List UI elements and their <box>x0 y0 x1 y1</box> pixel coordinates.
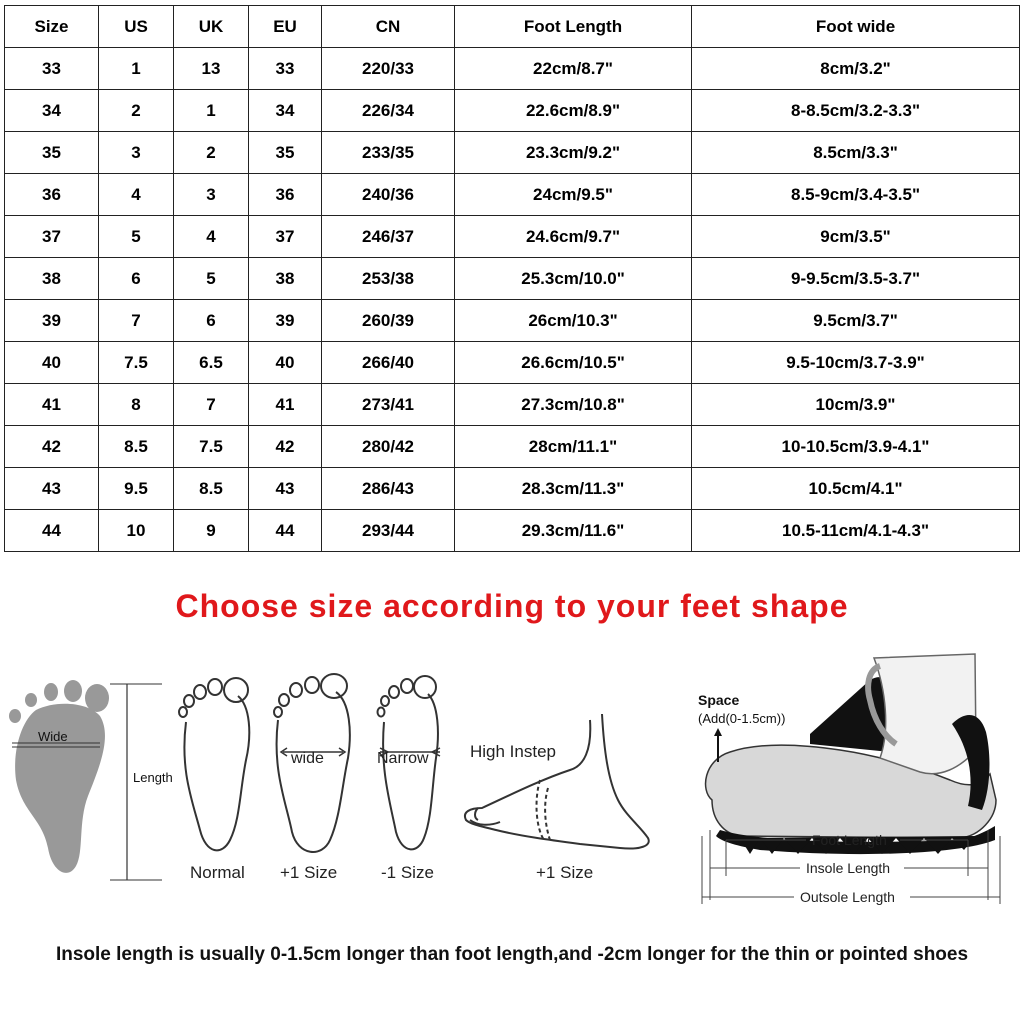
cell-us: 6 <box>99 258 174 300</box>
size-chart-table <box>4 5 1020 552</box>
cell-size: 37 <box>5 216 99 258</box>
cell-foot-length: 27.3cm/10.8" <box>455 384 692 426</box>
cell-foot-wide: 8-8.5cm/3.2-3.3" <box>692 90 1020 132</box>
cell-uk: 5 <box>174 258 249 300</box>
minus-one-size-label: -1 Size <box>381 863 434 882</box>
cell-uk: 9 <box>174 510 249 552</box>
table-header-row <box>5 6 1020 48</box>
cell-cn: 280/42 <box>322 426 455 468</box>
table-row <box>5 216 1020 258</box>
cell-us: 10 <box>99 510 174 552</box>
table-row <box>5 300 1020 342</box>
foot-length-label: Foot Length <box>812 832 887 848</box>
cell-us: 7.5 <box>99 342 174 384</box>
cell-foot-wide: 9-9.5cm/3.5-3.7" <box>692 258 1020 300</box>
cell-us: 8.5 <box>99 426 174 468</box>
table-row <box>5 468 1020 510</box>
cell-foot-length: 29.3cm/11.6" <box>455 510 692 552</box>
cell-foot-length: 28cm/11.1" <box>455 426 692 468</box>
cell-size: 38 <box>5 258 99 300</box>
footprint-icon <box>9 680 109 873</box>
cell-uk: 8.5 <box>174 468 249 510</box>
cell-cn: 293/44 <box>322 510 455 552</box>
normal-size-label: Normal <box>190 863 245 882</box>
cell-foot-wide: 9.5-10cm/3.7-3.9" <box>692 342 1020 384</box>
cell-eu: 42 <box>249 426 322 468</box>
plus-one-size-label: +1 Size <box>280 863 338 882</box>
header-eu: EU <box>249 6 322 48</box>
cell-size: 42 <box>5 426 99 468</box>
page-heading: Choose size according to your feet shape <box>175 588 849 624</box>
wide-label: Wide <box>38 729 68 744</box>
cell-size: 35 <box>5 132 99 174</box>
cell-foot-wide: 10.5cm/4.1" <box>692 468 1020 510</box>
cell-size: 40 <box>5 342 99 384</box>
cell-size: 43 <box>5 468 99 510</box>
cell-foot-length: 24.6cm/9.7" <box>455 216 692 258</box>
cell-size: 36 <box>5 174 99 216</box>
cell-foot-length: 25.3cm/10.0" <box>455 258 692 300</box>
cell-foot-wide: 9.5cm/3.7" <box>692 300 1020 342</box>
cell-cn: 266/40 <box>322 342 455 384</box>
normal-foot-icon <box>179 678 249 850</box>
table-row <box>5 510 1020 552</box>
cell-uk: 1 <box>174 90 249 132</box>
table-body <box>5 48 1020 552</box>
table-row <box>5 174 1020 216</box>
cell-uk: 4 <box>174 216 249 258</box>
table-row <box>5 258 1020 300</box>
length-label: Length <box>133 770 173 785</box>
header-uk: UK <box>174 6 249 48</box>
cell-uk: 7.5 <box>174 426 249 468</box>
cell-cn: 273/41 <box>322 384 455 426</box>
space-label: Space <box>698 692 740 708</box>
cell-uk: 3 <box>174 174 249 216</box>
narrow-foot-label: Narrow <box>377 750 429 767</box>
cell-size: 33 <box>5 48 99 90</box>
high-instep-label: High Instep <box>470 742 556 761</box>
cell-cn: 240/36 <box>322 174 455 216</box>
cell-cn: 260/39 <box>322 300 455 342</box>
cell-eu: 41 <box>249 384 322 426</box>
table-row <box>5 90 1020 132</box>
table-row <box>5 132 1020 174</box>
cell-size: 39 <box>5 300 99 342</box>
header-cn: CN <box>322 6 455 48</box>
cell-eu: 40 <box>249 342 322 384</box>
high-instep-foot-icon <box>465 714 649 849</box>
cell-foot-wide: 8cm/3.2" <box>692 48 1020 90</box>
foot-shape-diagram <box>0 640 1024 940</box>
insole-note: Insole length is usually 0-1.5cm longer than foot length,and -2cm longer for the thin or pointed shoes <box>55 944 969 965</box>
cell-foot-wide: 8.5-9cm/3.4-3.5" <box>692 174 1020 216</box>
header-size: Size <box>5 6 99 48</box>
cell-uk: 2 <box>174 132 249 174</box>
cell-foot-wide: 9cm/3.5" <box>692 216 1020 258</box>
outsole-length-label: Outsole Length <box>800 889 895 905</box>
cell-uk: 6 <box>174 300 249 342</box>
cell-eu: 35 <box>249 132 322 174</box>
table-row <box>5 48 1020 90</box>
table-row <box>5 384 1020 426</box>
header-foot-length: Foot Length <box>455 6 692 48</box>
cell-foot-wide: 8.5cm/3.3" <box>692 132 1020 174</box>
table-row <box>5 426 1020 468</box>
cell-cn: 253/38 <box>322 258 455 300</box>
cell-foot-length: 26cm/10.3" <box>455 300 692 342</box>
cell-us: 8 <box>99 384 174 426</box>
cell-foot-length: 24cm/9.5" <box>455 174 692 216</box>
cell-us: 9.5 <box>99 468 174 510</box>
cell-us: 3 <box>99 132 174 174</box>
cell-foot-wide: 10cm/3.9" <box>692 384 1020 426</box>
cell-foot-length: 23.3cm/9.2" <box>455 132 692 174</box>
cell-eu: 43 <box>249 468 322 510</box>
table-row <box>5 342 1020 384</box>
cell-foot-wide: 10-10.5cm/3.9-4.1" <box>692 426 1020 468</box>
cell-cn: 220/33 <box>322 48 455 90</box>
insole-length-label: Insole Length <box>806 860 891 876</box>
cell-foot-length: 26.6cm/10.5" <box>455 342 692 384</box>
instep-size-label: +1 Size <box>536 863 594 882</box>
cell-eu: 38 <box>249 258 322 300</box>
cell-uk: 13 <box>174 48 249 90</box>
cell-us: 2 <box>99 90 174 132</box>
cell-foot-length: 28.3cm/11.3" <box>455 468 692 510</box>
space-sub-label: (Add(0-1.5cm)) <box>698 711 786 726</box>
cell-size: 44 <box>5 510 99 552</box>
header-foot-wide: Foot wide <box>692 6 1020 48</box>
cell-size: 41 <box>5 384 99 426</box>
shoe-cross-section-icon <box>706 654 996 854</box>
cell-uk: 6.5 <box>174 342 249 384</box>
cell-eu: 44 <box>249 510 322 552</box>
wide-foot-label: wide <box>291 750 324 767</box>
cell-uk: 7 <box>174 384 249 426</box>
cell-us: 1 <box>99 48 174 90</box>
cell-us: 7 <box>99 300 174 342</box>
cell-eu: 39 <box>249 300 322 342</box>
cell-eu: 36 <box>249 174 322 216</box>
cell-us: 5 <box>99 216 174 258</box>
cell-foot-length: 22.6cm/8.9" <box>455 90 692 132</box>
cell-eu: 34 <box>249 90 322 132</box>
header-us: US <box>99 6 174 48</box>
cell-foot-wide: 10.5-11cm/4.1-4.3" <box>692 510 1020 552</box>
cell-foot-length: 22cm/8.7" <box>455 48 692 90</box>
cell-eu: 37 <box>249 216 322 258</box>
cell-size: 34 <box>5 90 99 132</box>
cell-eu: 33 <box>249 48 322 90</box>
cell-cn: 226/34 <box>322 90 455 132</box>
cell-cn: 286/43 <box>322 468 455 510</box>
cell-cn: 233/35 <box>322 132 455 174</box>
cell-us: 4 <box>99 174 174 216</box>
cell-cn: 246/37 <box>322 216 455 258</box>
